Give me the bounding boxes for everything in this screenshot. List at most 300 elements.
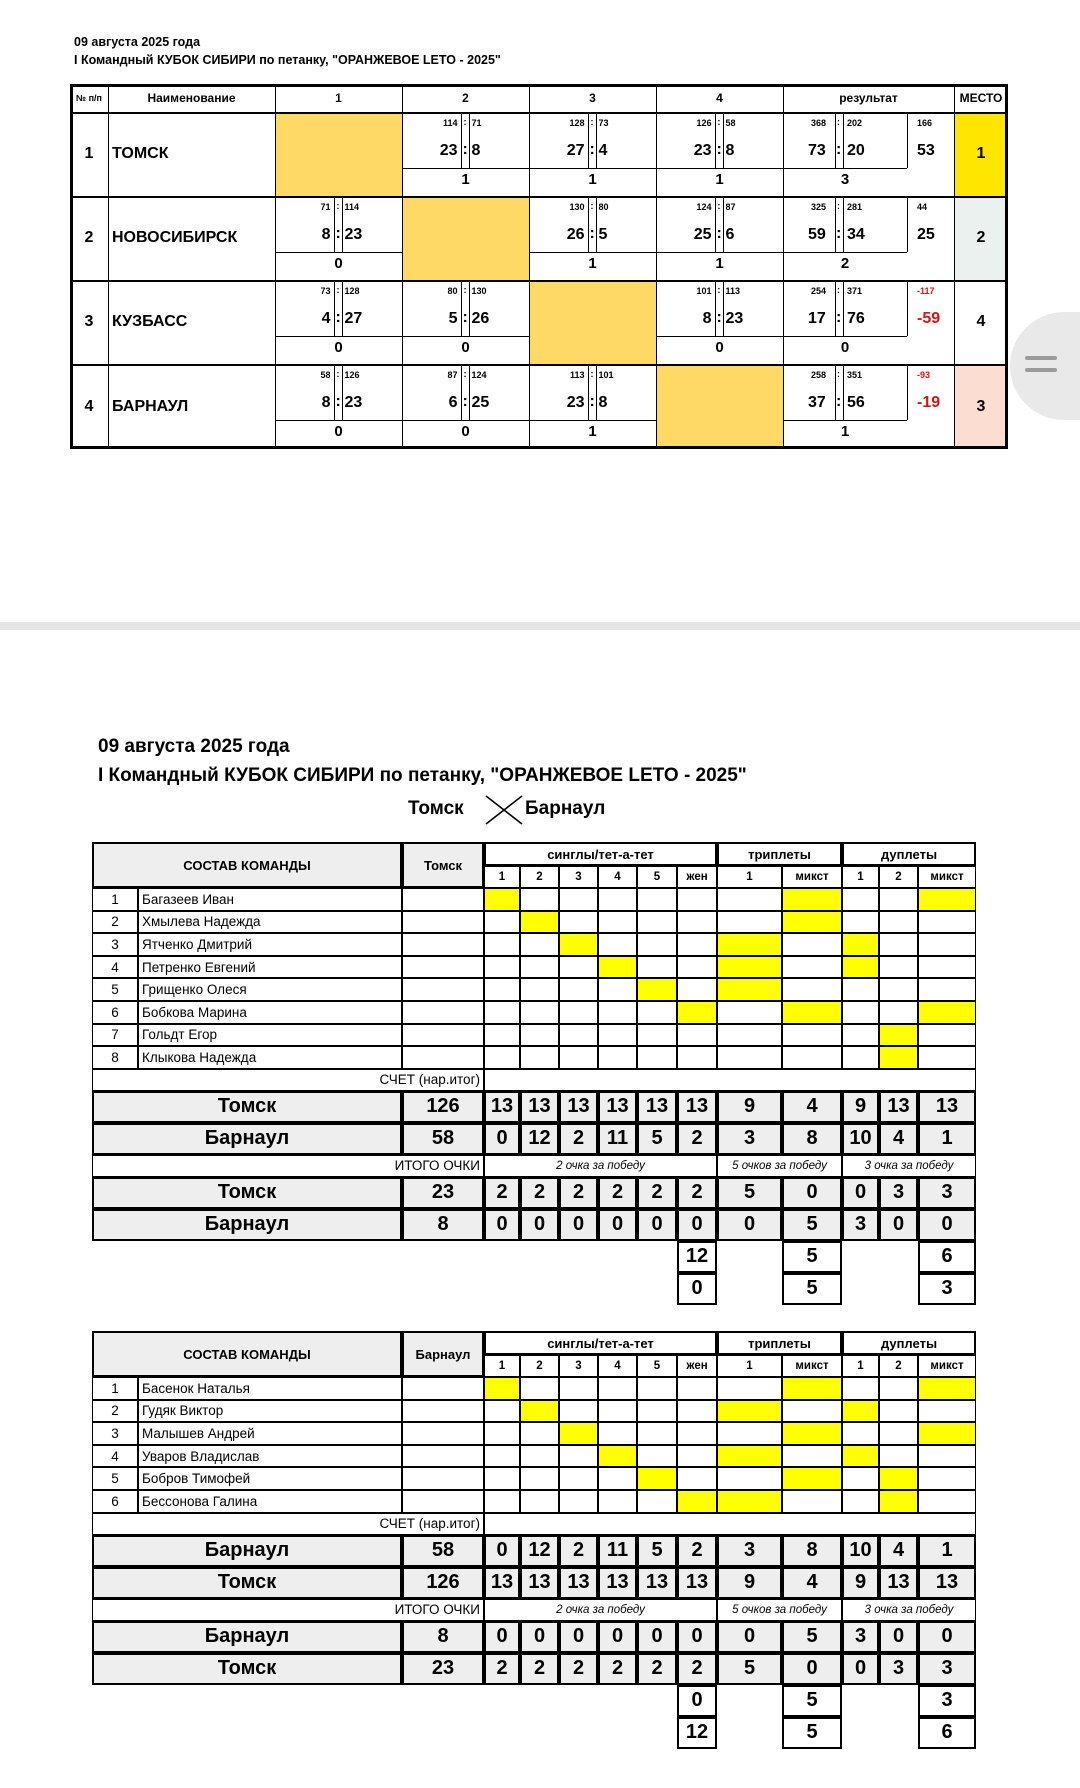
mini-divider [835,196,836,252]
player-number: 2 [92,1400,138,1423]
score-colon: : [462,393,468,410]
points-value: 5 [782,1209,842,1241]
lineup-cell [484,888,520,911]
mini-divider [907,196,908,252]
grid-line [402,84,403,449]
small-colon: : [590,201,594,211]
team-cell-empty [402,1490,484,1513]
lineup-cell [842,933,879,956]
points-value: 0 [677,1621,717,1653]
match-cell [529,364,656,449]
player-number: 5 [92,1467,138,1490]
diagonal-cell [529,280,656,364]
points-value: 2 [484,1177,520,1209]
group-total-triples: 5 [782,1273,842,1305]
points-value: 0 [520,1209,559,1241]
lineup-cell [842,1467,879,1490]
score-a: 25 [693,226,712,243]
mini-divider [596,364,597,420]
points-team-name: Барнаул [92,1621,402,1653]
score-value: 1 [918,1535,976,1567]
mini-divider [334,364,335,420]
lineup-cell [782,978,842,1001]
lineup-cell [918,933,976,956]
lineup-cell [559,911,598,934]
score-a: 8 [321,226,331,243]
lineup-cell [598,1400,637,1423]
lineup-cell [717,956,782,979]
result-scored: 368 [811,118,827,128]
points-value: 0 [677,1209,717,1241]
small-score-2: 101 [598,370,614,380]
points-value: 2 [637,1653,677,1685]
result-a: 37 [808,394,826,411]
score-team-name: Томск [92,1091,402,1123]
score-value: 13 [520,1567,559,1599]
points-value: 0 [879,1621,918,1653]
score-b: 8 [598,394,608,411]
mini-divider [835,280,836,336]
score-value: 11 [598,1535,637,1567]
lineup-cell [520,978,559,1001]
lineup-cell [782,1422,842,1445]
mini-divider [715,196,716,252]
small-colon: : [717,201,721,211]
score-b: 23 [725,310,744,327]
score-value: 13 [520,1091,559,1123]
small-colon: : [590,369,594,379]
small-colon: : [336,285,340,295]
lineup-cell [879,911,918,934]
subcolumn-header: 2 [879,866,918,888]
result-diff-small: -93 [917,370,931,380]
small-score-2: 130 [471,286,487,296]
score-b: 23 [344,394,363,411]
note-doubles: 3 очка за победу [842,1599,976,1621]
lineup-cell [637,1467,677,1490]
lineup-cell [918,1377,976,1400]
lineup-cell [717,1467,782,1490]
header-c2: 2 [462,91,469,105]
lineup-cell [879,956,918,979]
standings-date: 09 августа 2025 года [74,35,201,49]
score-colon: : [836,141,842,158]
result-diff: 25 [917,226,935,243]
player-number: 1 [92,888,138,911]
mini-divider [342,364,343,420]
mini-divider [334,280,335,336]
lineup-cell [598,888,637,911]
lineup-cell [879,1490,918,1513]
score-colon: : [335,225,341,242]
note-singles: 2 очка за победу [484,1155,717,1177]
lineup-cell [677,1377,717,1400]
result-conceded: 371 [847,286,863,296]
mini-divider [461,364,462,420]
lineup-cell [879,1024,918,1047]
score-value: 9 [842,1091,879,1123]
match-cell [402,112,529,196]
lineup-cell [520,1400,559,1423]
lineup-cell [484,1445,520,1468]
result-wins: 2 [840,255,850,272]
score-colon: : [836,393,842,410]
points-value: 2 [598,1177,637,1209]
small-score-2: 113 [725,286,741,296]
score-colon: : [589,225,595,242]
lineup-cell [842,911,879,934]
player-name: Басенок Наталья [138,1377,402,1400]
small-score-2: 114 [344,202,360,212]
group-total-doubles: 3 [918,1685,976,1717]
lineup-cell [484,978,520,1001]
lineup-cell [842,1001,879,1024]
score-b: 26 [471,310,490,327]
lineup-cell [484,933,520,956]
lineup-cell [559,1046,598,1069]
lineup-cell [598,1467,637,1490]
points-value: 2 [598,1653,637,1685]
small-colon: : [590,117,594,127]
mini-divider [596,112,597,168]
match-cell [402,280,529,364]
composition-header: СОСТАВ КОМАНДЫ [92,842,402,888]
group-total-doubles: 6 [918,1717,976,1749]
lineup-cell [598,978,637,1001]
points-value: 3 [879,1177,918,1209]
lineup-cell [484,1422,520,1445]
subcolumn-header: микст [782,1355,842,1377]
lineup-cell [717,1422,782,1445]
wins: 1 [715,255,724,272]
lineup-cell [520,1001,559,1024]
player-name: Бобров Тимофей [138,1467,402,1490]
small-score-1: 80 [447,286,458,296]
lineup-cell [559,978,598,1001]
score-value: 4 [782,1567,842,1599]
small-score-1: 130 [569,202,585,212]
lineup-cell [782,1001,842,1024]
score-b: 4 [598,142,608,159]
score-total: 58 [402,1535,484,1567]
versus-cross-icon [484,794,524,826]
lineup-cell [879,1445,918,1468]
player-number: 2 [92,911,138,934]
result-b: 34 [847,226,865,243]
points-value: 0 [637,1621,677,1653]
player-name: Клыкова Надежда [138,1046,402,1069]
score-a: 8 [702,310,712,327]
player-number: 5 [92,978,138,1001]
wins: 1 [461,171,470,188]
score-value: 10 [842,1123,879,1155]
score-a: 23 [693,142,712,159]
lineup-cell [717,911,782,934]
lineup-cell [677,1001,717,1024]
mini-divider [588,364,589,420]
player-name: Петренко Евгений [138,956,402,979]
points-value: 0 [484,1621,520,1653]
score-value: 13 [598,1091,637,1123]
lineup-cell [677,1490,717,1513]
lineup-cell [520,1024,559,1047]
note-triples: 5 очков за победу [717,1599,842,1621]
score-colon: : [335,393,341,410]
points-value: 3 [842,1621,879,1653]
score-value: 0 [484,1123,520,1155]
subcolumn-header: 5 [637,1355,677,1377]
header-c4: 4 [716,91,723,105]
score-colon: : [836,225,842,242]
cell-divider [656,336,783,337]
lineup-cell [637,933,677,956]
result-scored: 325 [811,202,827,212]
group-total-singles: 0 [677,1685,717,1717]
lineup-cell [879,1467,918,1490]
mini-divider [588,196,589,252]
lineup-cell [879,1422,918,1445]
lineup-cell [782,888,842,911]
subcolumn-header: 5 [637,866,677,888]
mini-divider [907,280,908,336]
score-value: 13 [677,1091,717,1123]
lineup-cell [484,1400,520,1423]
score-value: 13 [559,1567,598,1599]
score-value: 13 [484,1567,520,1599]
grid-line [275,84,276,449]
small-score-1: 58 [320,370,331,380]
score-colon: : [836,309,842,326]
score-value: 8 [782,1123,842,1155]
lineup-cell [484,911,520,934]
lineup-cell [842,1400,879,1423]
small-colon: : [837,201,840,211]
mini-divider [907,112,908,168]
cell-divider [783,420,907,421]
mini-divider [469,112,470,168]
lineup-cell [677,1422,717,1445]
player-number: 4 [92,1445,138,1468]
mini-divider [588,112,589,168]
lineup-cell [782,1046,842,1069]
points-value: 3 [918,1653,976,1685]
score-a: 4 [321,310,331,327]
place-cell: 3 [954,364,1008,449]
points-value: 0 [717,1621,782,1653]
mini-divider [469,364,470,420]
lineup-cell [879,933,918,956]
subcolumn-header: 4 [598,1355,637,1377]
score-total: 58 [402,1123,484,1155]
match-cell [529,196,656,280]
small-colon: : [717,285,721,295]
lineup-cell [782,1400,842,1423]
result-diff-small: -117 [917,286,935,296]
drag-handle[interactable] [1010,312,1080,420]
result-scored: 254 [811,286,827,296]
small-score-1: 71 [320,202,331,212]
lineup-cell [677,1467,717,1490]
lineup-cell [637,1377,677,1400]
points-value: 3 [918,1177,976,1209]
match-cell [275,196,402,280]
header-c1: 1 [335,91,342,105]
small-score-1: 128 [569,118,585,128]
lineup-cell [782,933,842,956]
subcolumn-header: 2 [879,1355,918,1377]
note-singles: 2 очка за победу [484,1599,717,1621]
mini-divider [715,280,716,336]
result-scored: 258 [811,370,827,380]
cell-divider [529,168,656,169]
subcolumn-header: 1 [484,1355,520,1377]
lineup-cell [879,1377,918,1400]
lineup-cell [598,1445,637,1468]
row-number: 4 [84,397,94,415]
lineup-cell [484,1046,520,1069]
mini-divider [843,364,844,420]
points-team-name: Барнаул [92,1209,402,1241]
team-cell-empty [402,1422,484,1445]
cell-divider [402,168,529,169]
score-b: 25 [471,394,490,411]
points-value: 0 [484,1209,520,1241]
result-a: 17 [808,310,826,327]
small-colon: : [336,201,340,211]
score-value: 13 [879,1091,918,1123]
score-value: 13 [559,1091,598,1123]
mini-divider [342,196,343,252]
versus-team-1: Томск [408,798,464,819]
result-conceded: 351 [847,370,863,380]
lineup-cell [717,1445,782,1468]
team-cell-empty [402,1467,484,1490]
lineup-cell [677,933,717,956]
lineup-cell [918,911,976,934]
place-cell: 2 [954,196,1008,280]
lineup-cell [520,1046,559,1069]
lineup-cell [637,1001,677,1024]
lineup-cell [520,1377,559,1400]
lineup-cell [879,888,918,911]
mini-divider [843,196,844,252]
lineup-cell [520,1445,559,1468]
small-score-2: 124 [471,370,487,380]
score-value: 12 [520,1123,559,1155]
player-name: Гольдт Егор [138,1024,402,1047]
subcolumn-header: микст [918,866,976,888]
player-number: 4 [92,956,138,979]
score-a: 27 [566,142,585,159]
mini-divider [843,112,844,168]
lineup-cell [598,1046,637,1069]
lineup-cell [637,888,677,911]
lineup-cell [918,956,976,979]
player-number: 3 [92,933,138,956]
score-team-name: Томск [92,1567,402,1599]
diagonal-cell [402,196,529,280]
team-cell-empty [402,1024,484,1047]
small-score-1: 101 [696,286,712,296]
player-name: Хмылева Надежда [138,911,402,934]
wins: 0 [715,339,724,356]
cell-divider [275,336,402,337]
small-score-1: 113 [569,370,585,380]
small-score-2: 128 [344,286,360,296]
result-a: 59 [808,226,826,243]
lineup-cell [842,1490,879,1513]
score-b: 5 [598,226,608,243]
small-score-1: 124 [696,202,712,212]
lineup-cell [782,1445,842,1468]
mini-divider [461,112,462,168]
small-colon: : [463,285,467,295]
lineup-cell [484,956,520,979]
grid-line [70,196,1008,198]
points-value: 0 [918,1209,976,1241]
match-versus [408,792,628,828]
small-colon: : [463,117,467,127]
note-triples: 5 очков за победу [717,1155,842,1177]
match-cell [656,112,783,196]
score-value: 9 [717,1091,782,1123]
small-score-2: 87 [725,202,736,212]
points-value: 2 [559,1653,598,1685]
points-value: 2 [637,1177,677,1209]
lineup-cell [559,1490,598,1513]
lineup-cell [918,1467,976,1490]
result-wins: 3 [840,171,850,188]
lineup-cell [677,1400,717,1423]
lineup-cell [637,1400,677,1423]
score-value: 5 [637,1123,677,1155]
subcolumn-header: микст [782,866,842,888]
lineup-cell [484,1377,520,1400]
lineup-cell [782,1490,842,1513]
score-a: 23 [566,394,585,411]
score-total: 126 [402,1567,484,1599]
lineup-cell [918,1024,976,1047]
subcolumn-header: 1 [842,1355,879,1377]
team-name: БАРНАУЛ [112,397,189,415]
lineup-cell [918,1001,976,1024]
team-cell-empty [402,933,484,956]
lineup-cell [598,933,637,956]
grid-line [108,84,109,449]
group-total-doubles: 6 [918,1241,976,1273]
lineup-cell [879,1400,918,1423]
points-value: 0 [842,1653,879,1685]
score-colon: : [589,141,595,158]
header-c3: 3 [589,91,596,105]
group-singles: синглы/тет-а-тет [484,1331,717,1355]
lineup-cell [717,888,782,911]
player-name: Уваров Владислав [138,1445,402,1468]
result-diff-small: 44 [917,202,928,212]
result-conceded: 202 [847,118,863,128]
points-total: 23 [402,1177,484,1209]
score-value: 13 [598,1567,637,1599]
group-total-doubles: 3 [918,1273,976,1305]
group-total-singles: 0 [677,1273,717,1305]
cell-divider [656,168,783,169]
group-doubles: дуплеты [842,1331,976,1355]
points-value: 0 [918,1621,976,1653]
score-value: 13 [637,1091,677,1123]
score-b: 8 [725,142,735,159]
small-score-1: 87 [447,370,458,380]
lineup-cell [677,978,717,1001]
